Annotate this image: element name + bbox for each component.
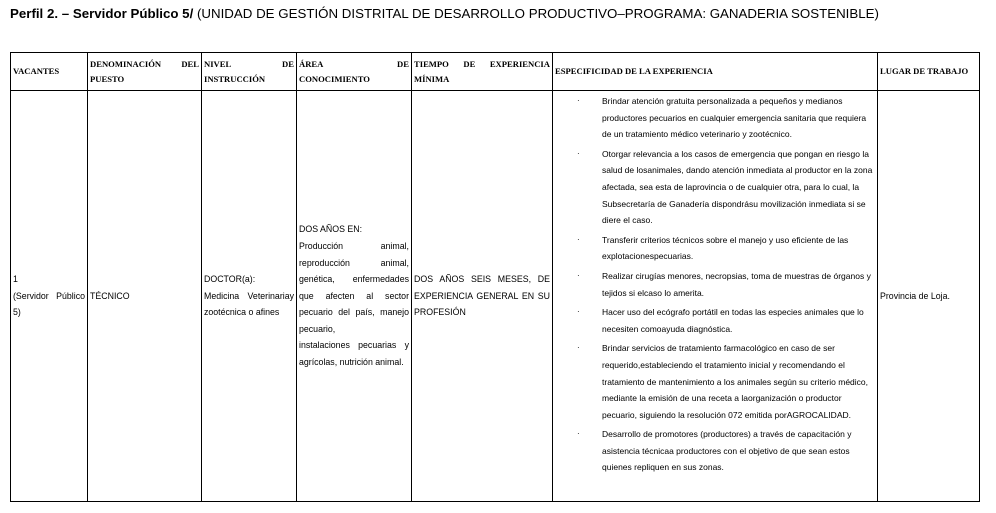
- header-vacantes: VACANTES: [11, 53, 88, 91]
- header-denominacion-line1: DENOMINACIÓN DEL: [90, 58, 199, 69]
- header-tiempo-line2: MÍNIMA: [414, 73, 450, 84]
- header-denominacion: [88, 53, 202, 91]
- cell-tiempo: DOS AÑOS SEIS MESES, DE EXPERIENCIA GENERAL EN SU PROFESIÓN: [412, 91, 553, 502]
- list-item: [555, 426, 875, 476]
- header-area-line1: ÁREA DE: [299, 58, 409, 69]
- list-item-text: Realizar cirugías menores, necropsias, toma de muestras de órganos y tejidos si elcaso lo amerita.: [602, 270, 871, 298]
- list-item: [555, 268, 875, 301]
- header-lugar: LUGAR DE TRABAJO: [878, 53, 980, 91]
- nivel-degree: DOCTOR(a):: [204, 274, 256, 285]
- cell-denominacion: TÉCNICO: [88, 91, 202, 502]
- header-denominacion-line2: PUESTO: [90, 73, 125, 84]
- area-intro: DOS AÑOS EN:: [299, 224, 363, 235]
- bullet-icon: ·: [577, 148, 580, 158]
- bullet-icon: ·: [577, 234, 580, 244]
- bullet-icon: ·: [577, 270, 580, 280]
- especificidad-list: [555, 93, 875, 476]
- cell-lugar: Provincia de Loja.: [878, 91, 980, 502]
- header-nivel: [202, 53, 297, 91]
- cell-especificidad: [553, 91, 878, 502]
- list-item-text: Transferir criterios técnicos sobre el manejo y uso eficiente de las explotacionespecuarias.: [602, 234, 849, 262]
- header-nivel-line1: NIVEL DE: [204, 58, 294, 69]
- header-nivel-line2: INSTRUCCIÓN: [204, 73, 266, 84]
- list-item: [555, 146, 875, 229]
- list-item: [555, 340, 875, 423]
- header-area-line2: CONOCIMIENTO: [299, 73, 370, 84]
- header-row: [11, 53, 980, 91]
- header-area: [297, 53, 412, 91]
- table-row: [11, 91, 980, 502]
- list-item: [555, 93, 875, 143]
- area-list-cont: instalaciones pecuarias y agrícolas, nutrición animal.: [299, 340, 409, 368]
- bullet-icon: ·: [577, 429, 580, 439]
- list-item: [555, 304, 875, 337]
- vacantes-detail: (Servidor Público 5): [13, 290, 85, 318]
- list-item: [555, 232, 875, 265]
- area-list: Producción animal, reproducción animal, genética, enfermedades que afecten al sector pecuario del país, manejo pecuario,: [299, 240, 409, 334]
- cell-nivel: [202, 91, 297, 502]
- list-item-text: Hacer uso del ecógrafo portátil en todas las especies animales que lo necesiten comoayuda diagnóstica.: [602, 307, 864, 334]
- bullet-icon: ·: [577, 96, 580, 105]
- list-item-text: Otorgar relevancia a los casos de emergencia que pongan en riesgo la salud de losanimales, dando atención inmediata al productor en la zona afectada, sea esta de laprovincia o de cualquier otra, para lo cual, la Subsecretaría de Ganadería dispondrásu movilización inmediata si se diere el caso.: [602, 148, 873, 226]
- list-item-text: Desarrollo de promotores (productores) a través de capacitación y asistencia técnicaa productores con el objetivo de que sean estos quienes repliquen en sus zonas.: [602, 429, 852, 473]
- header-especificidad: ESPECIFICIDAD DE LA EXPERIENCIA: [553, 53, 878, 91]
- profile-table: [10, 52, 980, 502]
- cell-area: [297, 91, 412, 502]
- header-tiempo: [412, 53, 553, 91]
- list-item-text: Brindar atención gratuita personalizada a pequeños y medianos productores pecuarios en cualquier emergencia sanitaria que requiera de un tratamiento médico veterinario y zootécnico.: [602, 96, 867, 140]
- profile-unit: (UNIDAD DE GESTIÓN DISTRITAL DE DESARROLLO PRODUCTIVO–PROGRAMA: GANADERIA SOSTENIBLE): [193, 6, 879, 21]
- bullet-icon: ·: [577, 307, 580, 317]
- nivel-field: Medicina Veterinariay zootécnica o afines: [204, 290, 294, 318]
- bullet-icon: ·: [577, 343, 580, 353]
- list-item-text: Brindar servicios de tratamiento farmacológico en caso de ser requerido,estableciendo el tratamiento inicial y recomendando el tratamiento de mantenimiento a los animales según su criterio médico, mediante la emisión de una receta a laorganización o productor pecuario, siguiendo la resolución 072 emitida porAGROCALIDAD.: [602, 343, 868, 420]
- page-title: [10, 6, 990, 22]
- cell-vacantes: [11, 91, 88, 502]
- vacantes-count: 1: [13, 274, 18, 285]
- header-tiempo-line1: TIEMPO DE EXPERIENCIA: [414, 58, 550, 69]
- profile-title: Perfil 2. – Servidor Público 5/: [10, 6, 194, 21]
